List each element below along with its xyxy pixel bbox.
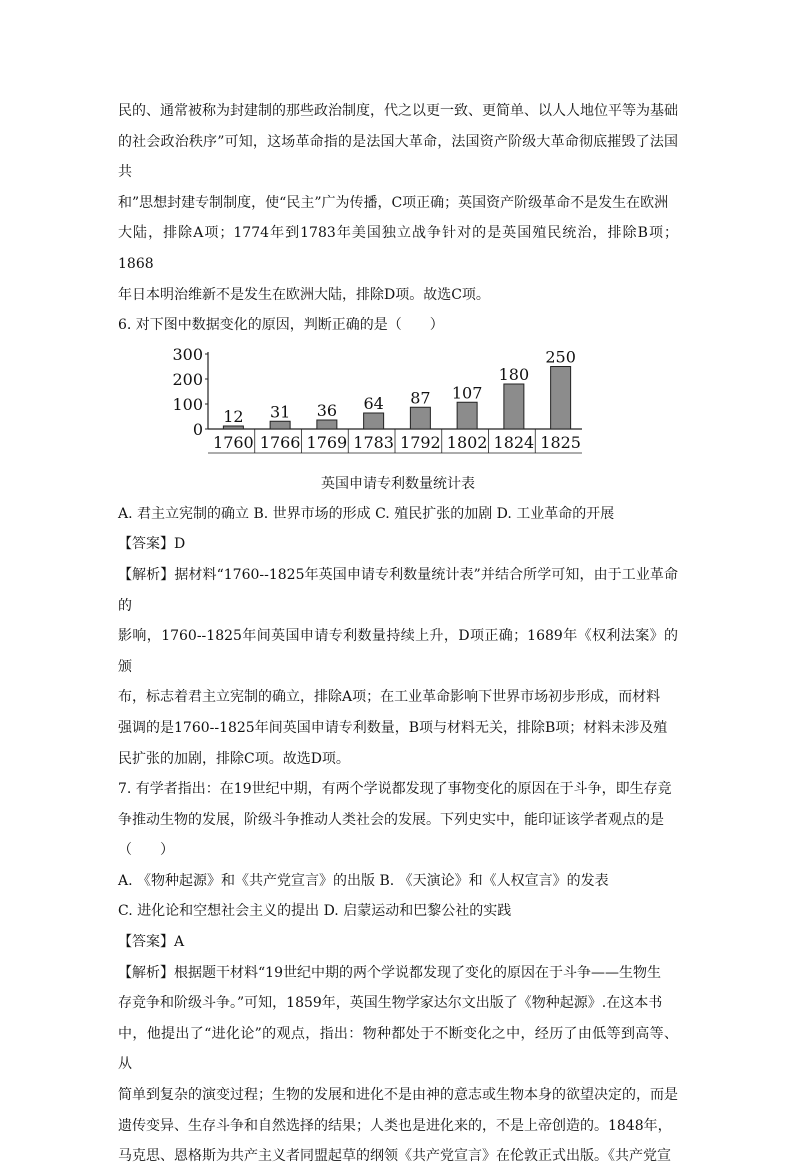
document-page <box>118 96 678 1172</box>
chart-svg <box>168 341 588 473</box>
bar <box>551 366 571 429</box>
bar-value-label: 87 <box>410 388 431 407</box>
patent-bar-chart <box>118 341 678 473</box>
x-tick-label: 1825 <box>540 432 581 452</box>
text-line: 马克思、恩格斯为共产主义者同盟起草的纲领《共产党宣言》在伦敦正式出版。《共产党宣 <box>118 1148 671 1165</box>
x-tick-label: 1769 <box>306 432 348 452</box>
text-line: 中，他提出了“进化论”的观点，指出：物种都处于不断变化之中，经历了由低等到高等、从 <box>118 1025 678 1073</box>
text-line: 布，标志着君主立宪制的确立，排除A项；在工业革命影响下世界市场初步形成，而材料 <box>118 689 661 706</box>
bar <box>317 420 337 429</box>
text-line: 【解析】据材料“1760--1825年英国申请专利数量统计表”并结合所学可知，由于工业革命的 <box>118 566 678 614</box>
y-tick-label: 0 <box>192 419 203 439</box>
text-line: 民扩张的加剧，排除C项。故选D项。 <box>118 750 350 767</box>
x-tick-label: 1802 <box>446 432 488 452</box>
text-line: 和”思想封建专制制度，使“民主”广为传播，C项正确；英国资产阶级革命不是发生在欧洲 <box>118 194 669 211</box>
text-line: （ ） <box>118 842 174 859</box>
bar-value-label: 64 <box>363 393 384 413</box>
question-6: 6. 对下图中数据变化的原因，判断正确的是（ ） <box>118 317 444 334</box>
text-line: 遗传变异、生存斗争和自然选择的结果；人类也是进化来的，不是上帝创造的。1848年， <box>118 1117 672 1134</box>
bar-value-label: 12 <box>223 406 244 426</box>
bar-value-label: 107 <box>451 383 483 402</box>
text-line: 争推动生物的发展，阶级斗争推动人类社会的发展。下列史实中，能印证该学者观点的是 <box>118 811 664 828</box>
intro-paragraph <box>118 96 678 310</box>
text-line: A. 《物种起源》和《共产党宣言》的出版 B. 《天演论》和《人权宣言》的发表 <box>118 872 609 889</box>
bar-value-label: 180 <box>498 364 530 384</box>
bar-value-label: 31 <box>269 402 291 421</box>
question-7-analysis <box>118 958 678 1172</box>
x-tick-label: 1792 <box>400 432 441 452</box>
y-tick-label: 100 <box>172 394 203 414</box>
text-line: 存竞争和阶级斗争。”可知，1859年，英国生物学家达尔文出版了《物种起源》.在这本书 <box>118 995 663 1012</box>
bar <box>504 384 524 429</box>
text-line: 大陆，排除A项；1774年到1783年美国独立战争针对的是英国殖民统治，排除B项；1868 <box>118 225 678 272</box>
y-tick-label: 200 <box>172 369 203 389</box>
x-tick-label: 1783 <box>353 432 394 452</box>
text-line: 简单到复杂的演变过程；生物的发展和进化不是由神的意志或生物本身的欲望决定的，而是 <box>118 1087 678 1104</box>
text-line: 7. 有学者指出：在19世纪中期，有两个学说都发现了事物变化的原因在于斗争，即生存竞 <box>118 781 672 798</box>
question-6-analysis <box>118 560 678 774</box>
text-line: 民的、通常被称为封建制的那些政治制度，代之以更一致、更简单、以人人地位平等为基础 <box>118 103 678 119</box>
text-line: C. 进化论和空想社会主义的提出 D. 启蒙运动和巴黎公社的实践 <box>118 903 512 920</box>
y-tick-label: 300 <box>172 344 203 364</box>
x-tick-label: 1824 <box>493 432 535 452</box>
question-7-answer: 【答案】A <box>118 934 185 951</box>
x-tick-label: 1760 <box>213 432 254 452</box>
question-6-options: A. 君主立宪制的确立 B. 世界市场的形成 C. 殖民扩张的加剧 D. 工业革命的开展 <box>118 505 615 522</box>
x-tick-label: 1766 <box>259 432 301 452</box>
text-line: 影响，1760--1825年间英国申请专利数量持续上升，D项正确；1689年《权利法案》的颁 <box>118 628 678 675</box>
bar <box>223 426 243 429</box>
bar <box>457 402 477 429</box>
question-7-options <box>118 866 678 927</box>
text-line: 强调的是1760--1825年间英国申请专利数量，B项与材料无关，排除B项；材料未涉及殖 <box>118 719 668 736</box>
bar <box>364 413 384 429</box>
bar-value-label: 250 <box>545 347 576 367</box>
question-6-answer: 【答案】D <box>118 536 186 553</box>
chart-caption: 英国申请专利数量统计表 <box>321 475 475 492</box>
text-line: 年日本明治维新不是发生在欧洲大陆，排除D项。故选C项。 <box>118 286 490 303</box>
question-7 <box>118 774 678 866</box>
bar <box>410 407 430 429</box>
bar-value-label: 36 <box>316 400 338 420</box>
bar <box>270 421 290 429</box>
text-line: 的社会政治秩序”可知，这场革命指的是法国大革命，法国资产阶级大革命彻底摧毁了法国共 <box>118 133 678 181</box>
text-line: 【解析】根据题干材料“19世纪中期的两个学说都发现了变化的原因在于斗争——生物生 <box>118 964 661 981</box>
